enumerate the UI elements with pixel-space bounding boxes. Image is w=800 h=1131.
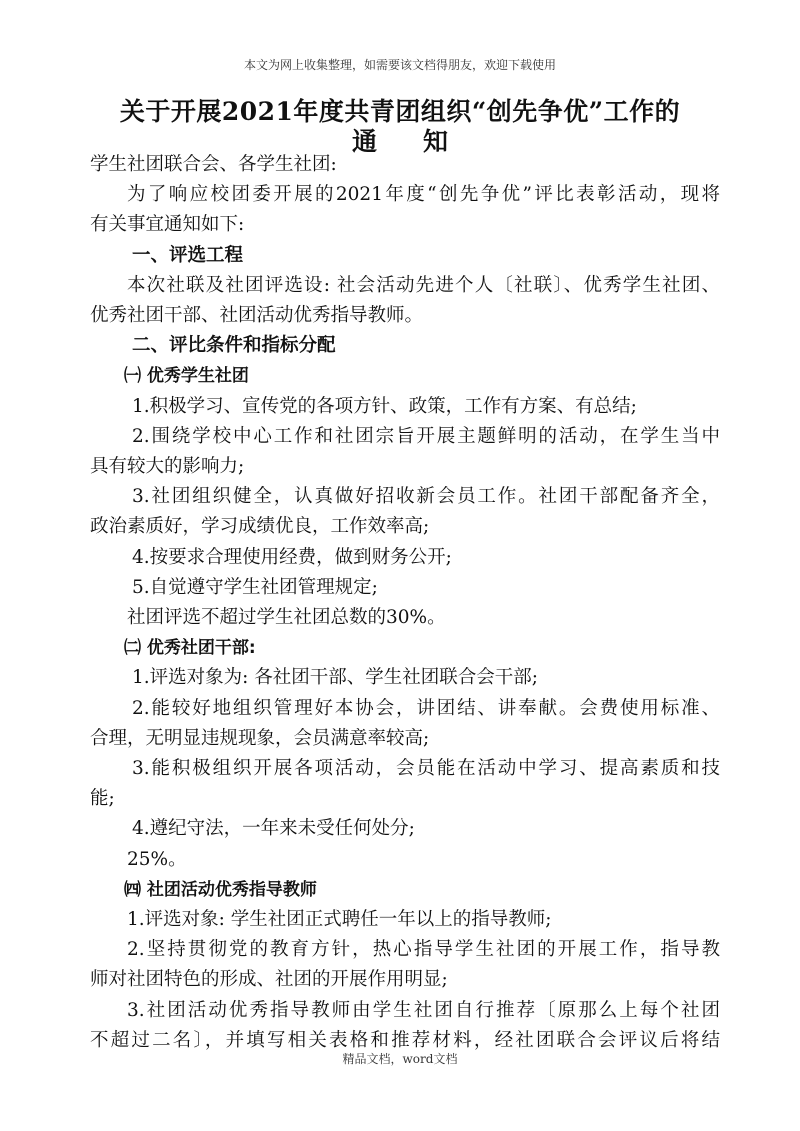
list-item: 1.评选对象: 学生社团正式聘任一年以上的指导教师; (127, 909, 552, 931)
list-item: 1.评选对象为: 各社团干部、学生社团联合会干部; (132, 667, 538, 689)
list-item-continuation: 具有较大的影响力; (90, 456, 245, 478)
header-note: 本文为网上收集整理，如需要该文档得朋友，欢迎下载使用 (243, 58, 556, 72)
subsection-heading: ㈡ 优秀社团干部: (124, 638, 256, 659)
list-item: 3.社团活动优秀指导教师由学生社团自行推荐〔原那么上每个社团 (127, 999, 720, 1021)
document-body (90, 150, 720, 1056)
section-heading: 二、评比条件和指标分配 (132, 335, 336, 357)
section-heading: 一、评选工程 (132, 244, 244, 266)
document-title: 关于开展2021年度共青团组织“创先争优”工作的 (119, 97, 681, 126)
paragraph: 本次社联及社团评选设: 社会活动先进个人〔社联〕、优秀学生社团、 (127, 274, 720, 296)
list-item: 2.坚持贯彻党的教育方针，热心指导学生社团的开展工作，指导教 (127, 939, 720, 961)
document-title-line2: 通知 (351, 127, 494, 156)
paragraph: 优秀社团干部、社团活动优秀指导教师。 (90, 305, 424, 327)
list-item: 4.遵纪守法，一年来未受任何处分; (132, 818, 415, 840)
list-item-continuation: 政治素质好，学习成绩优良，工作效率高; (90, 516, 430, 538)
list-item-continuation: 不超过二名〕，并填写相关表格和推荐材料，经社团联合会评议后将结 (90, 1029, 720, 1051)
addressee: 学生社团联合会、各学生社团: (90, 154, 337, 175)
subsection-heading: ㈠ 优秀学生社团 (124, 366, 249, 387)
list-item: 1.积极学习、宣传党的各项方针、政策，工作有方案、有总结; (132, 395, 637, 417)
footer-note: 精品文档，word文档 (342, 1052, 458, 1066)
list-item: 4.按要求合理使用经费，做到财务公开; (132, 546, 452, 568)
list-item: 2.能较好地组织管理好本协会，讲团结、讲奉献。会费使用标准、 (132, 697, 720, 719)
list-item-continuation: 师对社团特色的形成、社团的开展作用明显; (90, 969, 448, 991)
subsection-heading: ㈣ 社团活动优秀指导教师 (124, 879, 317, 900)
paragraph: 为了响应校团委开展的2021年度“创先争优”评比表彰活动，现将 (127, 184, 720, 206)
paragraph: 有关事宜通知如下: (90, 214, 245, 236)
list-item: 3.社团组织健全，认真做好招收新会员工作。社团干部配备齐全， (132, 486, 720, 508)
list-item: 2.围绕学校中心工作和社团宗旨开展主题鲜明的活动，在学生当中 (132, 425, 720, 447)
list-item-continuation: 能; (90, 788, 115, 810)
quota-note: 社团评选不超过学生社团总数的30%。 (127, 607, 446, 629)
list-item: 3.能积极组织开展各项活动，会员能在活动中学习、提高素质和技 (132, 758, 720, 780)
list-item: 5.自觉遵守学生社团管理规定; (132, 576, 378, 598)
list-item-continuation: 合理，无明显违规现象，会员满意率较高; (90, 727, 430, 749)
quota-note: 25%。 (127, 848, 187, 870)
